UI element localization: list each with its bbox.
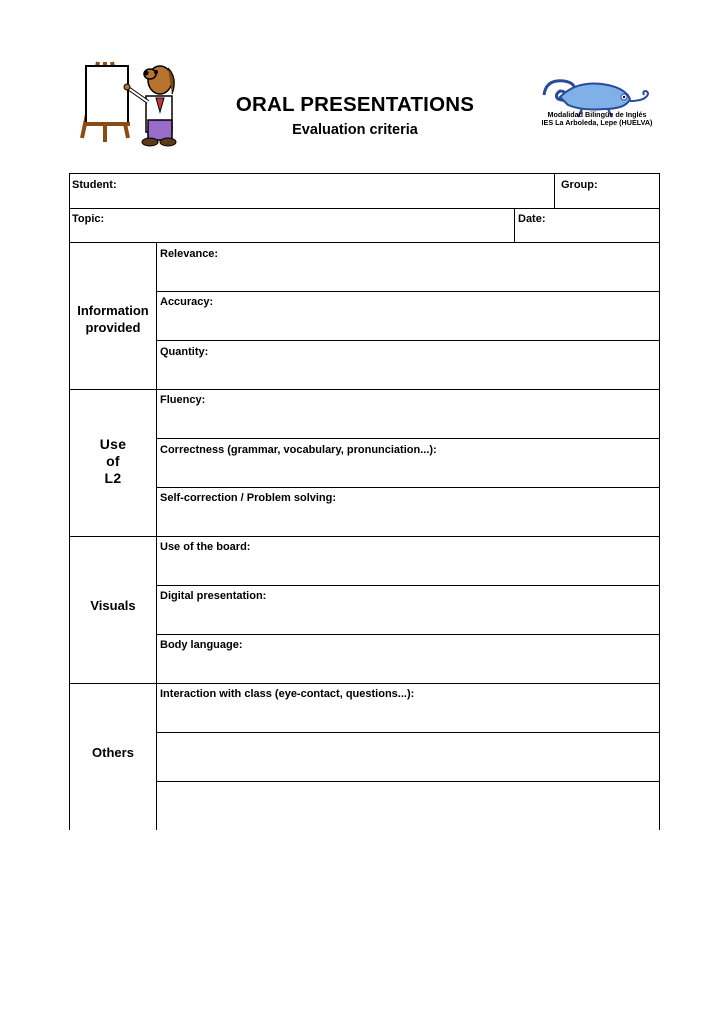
section-title-others	[70, 744, 156, 761]
section-title-line: Use	[99, 436, 127, 452]
criterion-divider	[156, 487, 660, 488]
criterion-label: Digital presentation:	[160, 590, 267, 602]
form-right-border	[659, 173, 660, 830]
section-title-line: Visuals	[90, 598, 136, 613]
criterion-divider	[156, 634, 660, 635]
logo-line-2: IES La Arboleda, Lepe (HUELVA)	[541, 118, 653, 128]
section-title-line: Others	[92, 745, 134, 760]
topic-label: Topic:	[72, 213, 105, 225]
section-title-information-provided	[70, 302, 156, 336]
group-divider	[554, 173, 555, 208]
school-logo-text	[518, 111, 676, 128]
criterion-label: Self-correction / Problem solving:	[160, 492, 337, 504]
form-top-border	[69, 173, 660, 174]
criterion-divider	[156, 732, 660, 733]
page-subtitle: Evaluation criteria	[292, 122, 418, 138]
section-title-line: of	[106, 453, 120, 469]
section-title-line: Information	[77, 303, 149, 318]
section-title-use-of-l2	[70, 436, 156, 487]
section-4-top-border	[69, 683, 660, 684]
criterion-label: Accuracy:	[160, 296, 214, 308]
criterion-divider	[156, 781, 660, 782]
page-title: ORAL PRESENTATIONS	[235, 93, 475, 116]
section-3-top-border	[69, 536, 660, 537]
section-title-line: provided	[85, 320, 141, 335]
section-title-line: L2	[104, 470, 122, 486]
logo-line-1: Modalidad Bilingüe de Inglés	[547, 110, 647, 119]
criterion-divider	[156, 340, 660, 341]
section-2-top-border	[69, 389, 660, 390]
date-divider	[514, 208, 515, 242]
date-label: Date:	[518, 213, 546, 225]
group-label: Group:	[561, 179, 598, 191]
criterion-label: Use of the board:	[160, 541, 251, 553]
student-label: Student:	[72, 179, 117, 191]
criterion-label: Interaction with class (eye-contact, questions...):	[160, 688, 415, 700]
criterion-divider	[156, 585, 660, 586]
section-1-top-border	[69, 242, 660, 243]
criterion-divider	[156, 291, 660, 292]
student-row-bottom-border	[69, 208, 660, 209]
section-title-visuals	[70, 597, 156, 614]
criterion-label: Fluency:	[160, 394, 206, 406]
form-left-border	[69, 173, 70, 830]
presenter-dog-illustration	[76, 52, 188, 148]
criterion-label: Quantity:	[160, 346, 209, 358]
criterion-label: Body language:	[160, 639, 243, 651]
criterion-label: Relevance:	[160, 248, 219, 260]
criterion-divider	[156, 438, 660, 439]
criterion-label: Correctness (grammar, vocabulary, pronunciation...):	[160, 444, 437, 456]
section-column-divider	[156, 242, 157, 830]
